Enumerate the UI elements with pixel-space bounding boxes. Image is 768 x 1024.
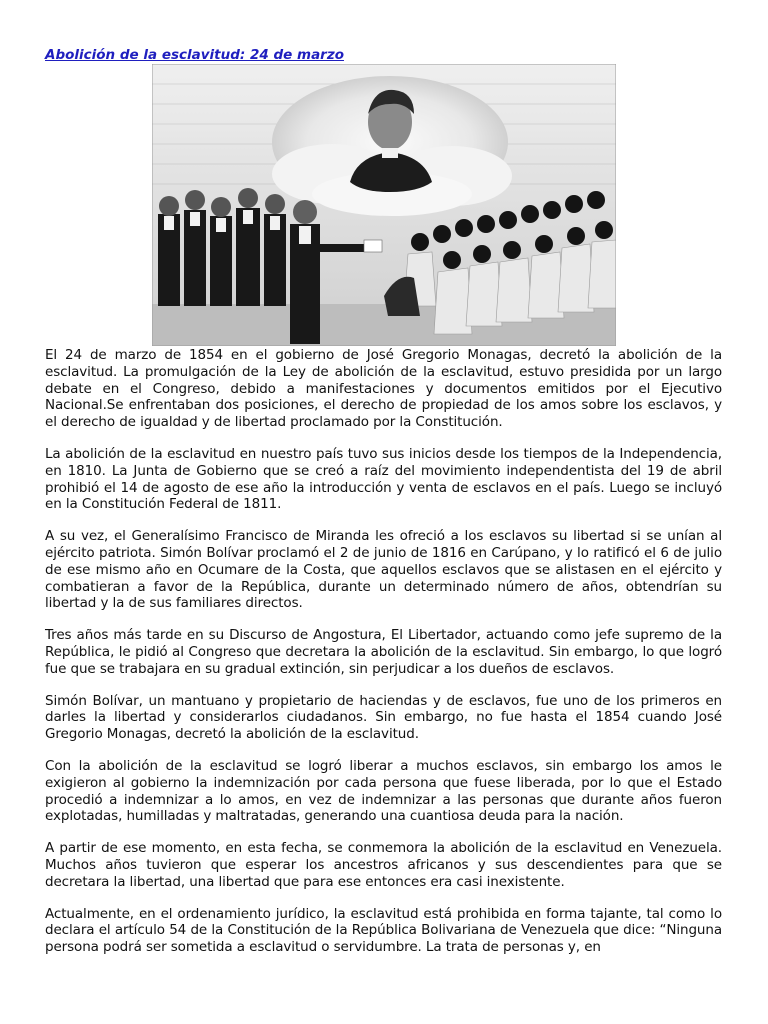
paragraph-2: La abolición de la esclavitud en nuestro país tuvo sus inicios desde los tiempos de la Independencia, en 1810. La Junta de Gobierno que se creó a raíz del movimiento independentista del 19 de abril prohibió el 14 de agosto de ese año la introducción y venta de esclavos en el país. Luego se incluyó en la Constitución Federal de 1811. <box>45 445 722 513</box>
paragraph-7: A partir de ese momento, en esta fecha, se conmemora la abolición de la esclavitud en Venezuela. Muchos años tuvieron que esperar los ancestros africanos y sus descendientes para que se decretara la libertad, una libertad que para ese entonces era casi inexistente. <box>45 840 722 890</box>
paragraph-6: Con la abolición de la esclavitud se logró liberar a muchos esclavos, sin embargo los amos le exigieron al gobierno la indemnización por cada persona que fuese liberada, por lo que el Estado procedió a indemnizar a lo amos, en vez de indemnizar a las personas que durante años fueron explotadas, humilladas y maltratadas, generando una cuantiosa deuda para la nación. <box>45 757 722 825</box>
document-page <box>45 44 722 956</box>
paragraph-3: A su vez, el Generalísimo Francisco de Miranda les ofreció a los esclavos su libertad si se unían al ejército patriota. Simón Bolívar proclamó el 2 de junio de 1816 en Carúpano, y lo ratificó el 6 de julio de ese mismo año en Ocumare de la Costa, que aquellos esclavos que se alistasen en el ejército y combatieran a favor de la República, durante un determinado número de años, obtendrían su libertad y la de sus familiares directos. <box>45 528 722 612</box>
paragraph-5: Simón Bolívar, un mantuano y propietario de haciendas y de esclavos, fue uno de los primeros en darles la libertad y considerarlos ciudadanos. Sin embargo, no fue hasta el 1854 cuando José Gregorio Monagas, decretó la abolición de la esclavitud. <box>45 692 722 743</box>
article-title-link[interactable]: Abolición de la esclavitud: 24 de marzo <box>45 47 344 63</box>
paragraph-1: El 24 de marzo de 1854 en el gobierno de José Gregorio Monagas, decretó la abolición de la esclavitud. La promulgación de la Ley de abolición de la esclavitud, estuvo presidida por un largo debate en el Congreso, debido a manifestaciones y documentos emitidos por el Ejecutivo Nacional.Se enfrentaban dos posiciones, el derecho de propiedad de los amos sobre los esclavos, y el derecho de igualdad y de libertad proclamado por la Constitución. <box>45 347 722 431</box>
historical-engraving-image <box>152 64 616 346</box>
paragraph-8: Actualmente, en el ordenamiento jurídico, la esclavitud está prohibida en forma tajante, tal como lo declara el artículo 54 de la Constitución de la República Bolivariana de Venezuela que dice: “Ninguna persona podrá ser sometida a esclavitud o servidumbre. La trata de personas y, en <box>45 905 722 956</box>
article-body <box>45 347 722 971</box>
engraving-illustration <box>152 64 616 346</box>
paragraph-4: Tres años más tarde en su Discurso de Angostura, El Libertador, actuando como jefe supremo de la República, le pidió al Congreso que decretara la abolición de la esclavitud. Sin embargo, lo que logró fue que se trabajara en su gradual extinción, sin perjudicar a los dueños de esclavos. <box>45 627 722 677</box>
